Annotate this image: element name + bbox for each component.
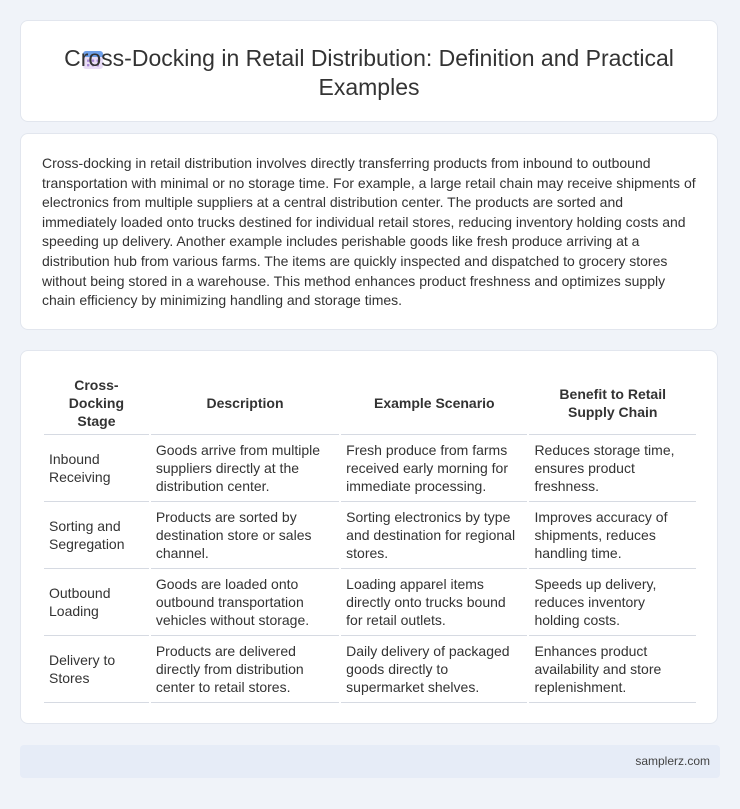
table-card	[20, 350, 718, 724]
cell-benefit: Reduces storage time, ensures product freshness.	[529, 435, 696, 502]
table-row	[44, 502, 696, 569]
cell-stage: Inbound Receiving	[44, 435, 149, 502]
header-benefit: Benefit to Retail Supply Chain	[529, 372, 696, 435]
cell-example: Fresh produce from farms received early morning for immediate processing.	[341, 435, 527, 502]
header-stage: Cross-Docking Stage	[44, 372, 149, 435]
footer	[20, 745, 720, 778]
cell-description: Products are sorted by destination store or sales channel.	[151, 502, 339, 569]
title-card	[20, 20, 718, 122]
table-row	[44, 569, 696, 636]
intro-paragraph: Cross-docking in retail distribution involves directly transferring products from inbound to outbound transportation with minimal or no storage time. For example, a large retail chain may receive shipments of electronics from multiple suppliers at a central distribution center. The products are sorted and immediately loaded onto trucks destined for individual retail stores, reducing inventory holding costs and speeding up delivery. Another example includes perishable goods like fresh produce arriving at a distribution hub from various farms. The items are quickly inspected and dispatched to grocery stores without being stored in a warehouse. This method enhances product freshness and optimizes supply chain efficiency by minimizing handling and storage times.	[42, 155, 696, 309]
header-description: Description	[151, 372, 339, 435]
header-example: Example Scenario	[341, 372, 527, 435]
cell-benefit: Improves accuracy of shipments, reduces handling time.	[529, 502, 696, 569]
cell-benefit: Enhances product availability and store replenishment.	[529, 636, 696, 703]
footer-site-link[interactable]: samplerz.com	[635, 754, 710, 768]
cell-description: Goods are loaded onto outbound transportation vehicles without storage.	[151, 569, 339, 636]
intro-card	[20, 133, 718, 330]
cell-stage: Outbound Loading	[44, 569, 149, 636]
cell-benefit: Speeds up delivery, reduces inventory holding costs.	[529, 569, 696, 636]
cell-stage: Delivery to Stores	[44, 636, 149, 703]
cross-docking-table	[42, 372, 698, 703]
cell-stage: Sorting and Segregation	[44, 502, 149, 569]
cell-example: Sorting electronics by type and destination for regional stores.	[341, 502, 527, 569]
table-header-row	[44, 372, 696, 435]
table-row	[44, 435, 696, 502]
cell-example: Loading apparel items directly onto trucks bound for retail outlets.	[341, 569, 527, 636]
cell-example: Daily delivery of packaged goods directly to supermarket shelves.	[341, 636, 527, 703]
cell-description: Goods arrive from multiple suppliers directly at the distribution center.	[151, 435, 339, 502]
table-row	[44, 636, 696, 703]
page-title: Cross-Docking in Retail Distribution: Definition and Practical Examples	[64, 45, 674, 100]
cell-description: Products are delivered directly from distribution center to retail stores.	[151, 636, 339, 703]
